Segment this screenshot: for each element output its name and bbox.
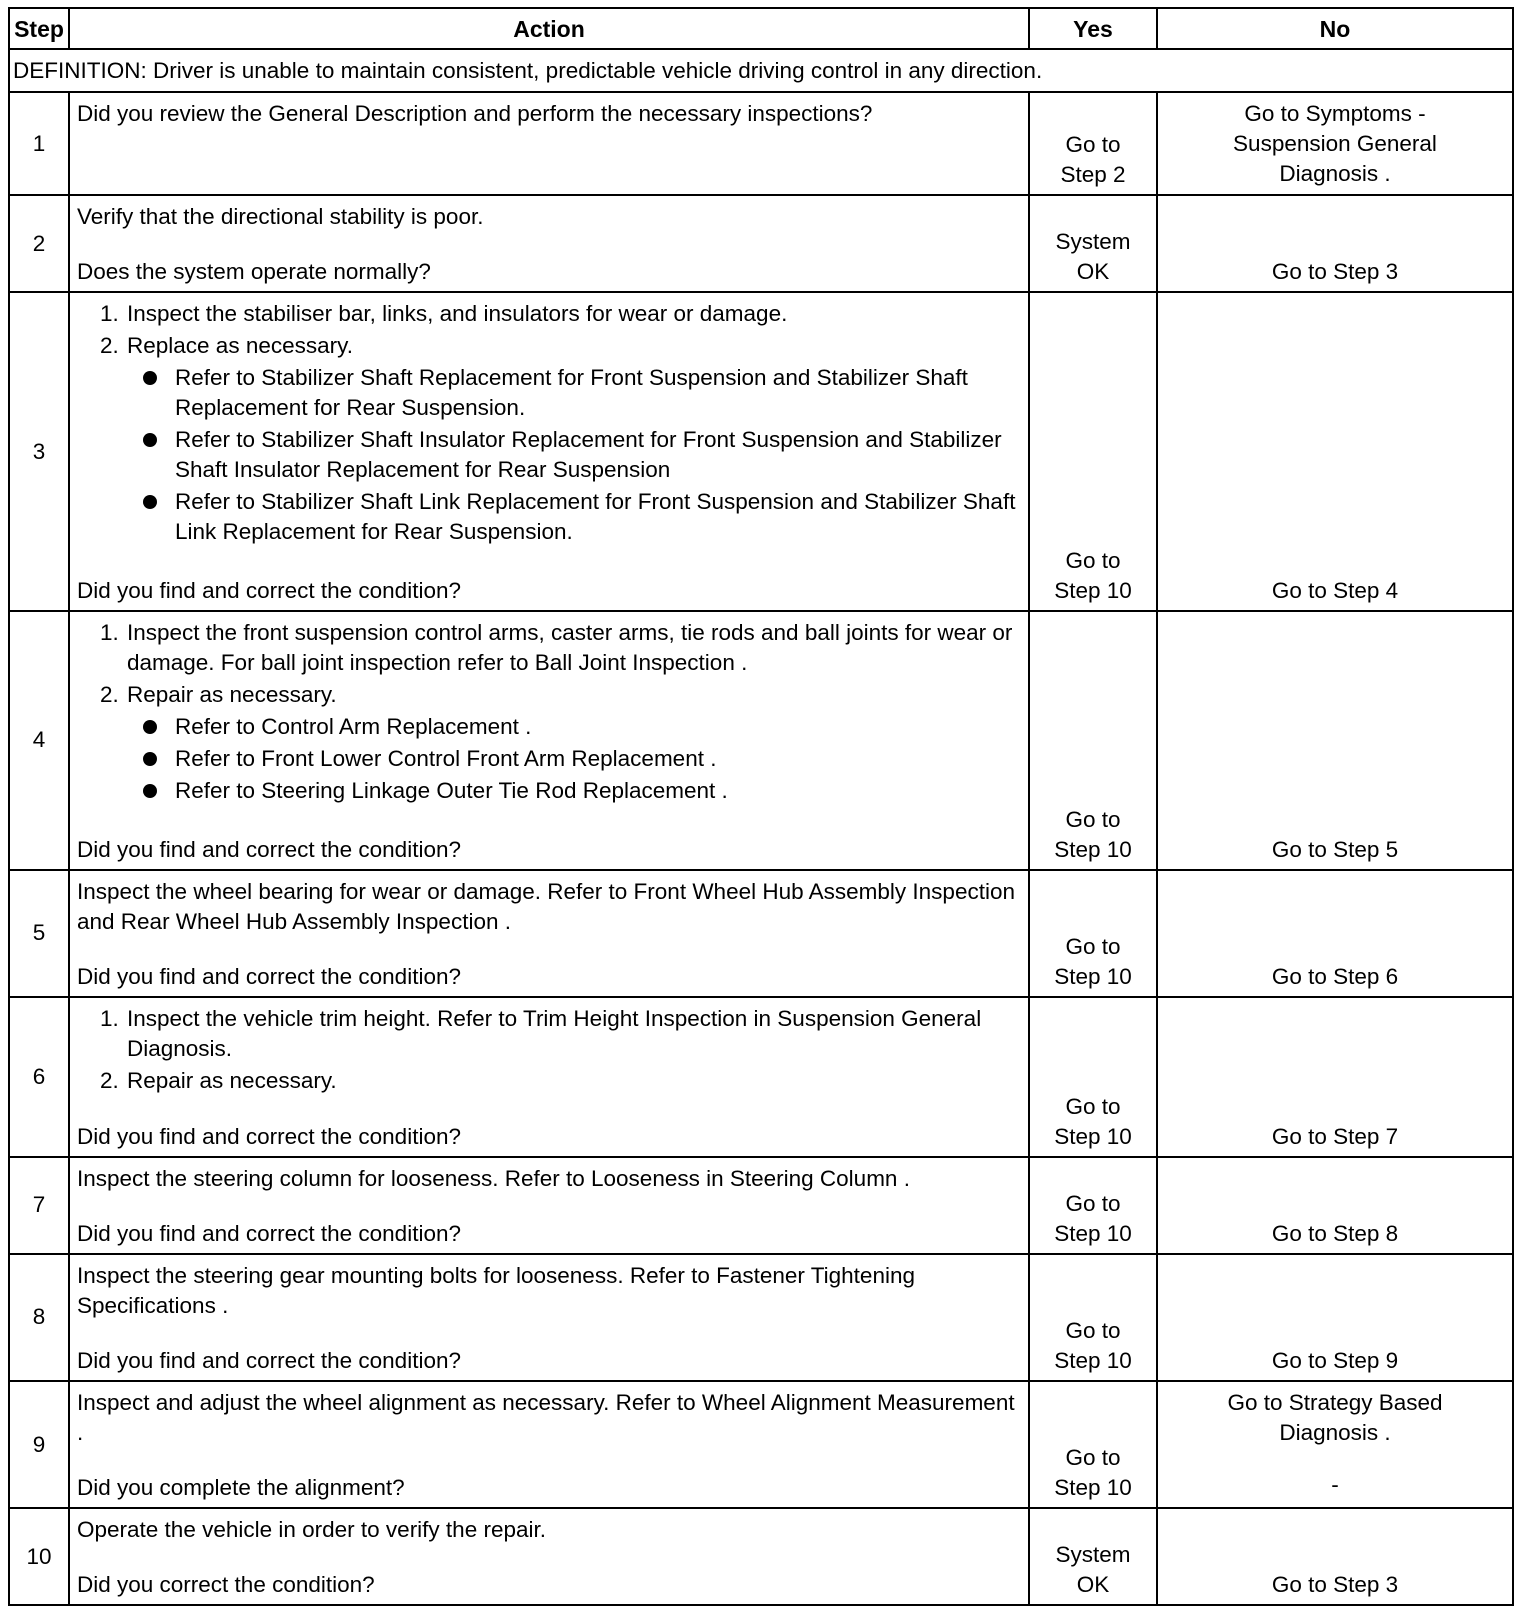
- action-body: [77, 877, 1022, 937]
- table-row: [9, 1508, 1513, 1605]
- step-number: 9: [9, 1381, 69, 1508]
- table-row: [9, 1381, 1513, 1508]
- action-question: Did you find and correct the condition?: [77, 836, 461, 862]
- reference-item: Refer to Stabilizer Shaft Replacement for Front Suspension and Stabilizer Shaft Replacement for Rear Suspension.: [175, 363, 1022, 423]
- action-intro: Did you review the General Description and perform the necessary inspections?: [77, 101, 873, 127]
- table-row: [9, 195, 1513, 293]
- yes-cell: [1029, 997, 1157, 1157]
- no-result: Go to Step 9: [1271, 1348, 1399, 1374]
- header-yes: Yes: [1029, 8, 1157, 49]
- no-result: Go to Step 8: [1271, 1220, 1399, 1246]
- yes-cell: [1029, 1157, 1157, 1254]
- no-result: Go to Symptoms - Suspension General Diagnosis .: [1233, 101, 1437, 187]
- step-number: 1: [9, 92, 69, 195]
- step-number: 8: [9, 1254, 69, 1381]
- action-body: [77, 202, 1022, 232]
- header-row: [9, 8, 1513, 49]
- action-cell: [69, 611, 1029, 870]
- action-body: [77, 1388, 1022, 1448]
- action-intro: Inspect the steering gear mounting bolts for looseness. Refer to Fastener Tightening Specifications .: [77, 1262, 915, 1318]
- action-cell: [69, 92, 1029, 195]
- reference-item: Refer to Control Arm Replacement .: [175, 712, 1022, 742]
- yes-cell: [1029, 92, 1157, 195]
- table-row: [9, 292, 1513, 610]
- header-action: Action: [69, 8, 1029, 49]
- action-intro: Inspect and adjust the wheel alignment as necessary. Refer to Wheel Alignment Measurement .: [77, 1390, 1015, 1446]
- step-number: 5: [9, 870, 69, 997]
- yes-cell: [1029, 1381, 1157, 1508]
- action-body: [77, 99, 1022, 129]
- action-question: Does the system operate normally?: [77, 259, 431, 285]
- action-content: [77, 1515, 1022, 1600]
- action-question: Did you find and correct the condition?: [77, 1348, 461, 1374]
- reference-item: Refer to Front Lower Control Front Arm Replacement .: [175, 744, 1022, 774]
- action-body: [77, 1261, 1022, 1321]
- action-step-item: [125, 680, 1022, 806]
- no-result: -: [1331, 1472, 1339, 1498]
- action-cell: [69, 1157, 1029, 1254]
- action-step-text: Inspect the stabiliser bar, links, and insulators for wear or damage.: [127, 301, 788, 327]
- yes-result: Go to Step 2: [1060, 131, 1126, 187]
- action-body: [77, 1515, 1022, 1545]
- action-cell: [69, 292, 1029, 610]
- action-step-text: Repair as necessary.: [127, 681, 337, 707]
- action-content: [77, 1004, 1022, 1152]
- action-cell: [69, 1254, 1029, 1381]
- action-content: [77, 202, 1022, 288]
- no-cell: [1157, 1254, 1513, 1381]
- no-result: Go to Step 4: [1271, 577, 1399, 603]
- table-row: [9, 870, 1513, 997]
- reference-list: [127, 712, 1022, 806]
- table-row: [9, 611, 1513, 870]
- action-step-item: [125, 1066, 1022, 1096]
- no-result: Go to Step 3: [1271, 259, 1399, 285]
- no-result: Go to Step 5: [1271, 836, 1399, 862]
- step-number: 6: [9, 997, 69, 1157]
- action-step-item: [125, 618, 1022, 678]
- no-cell: [1157, 997, 1513, 1157]
- action-intro: Inspect the steering column for looseness. Refer to Looseness in Steering Column .: [77, 1166, 910, 1192]
- definition-text: DEFINITION: Driver is unable to maintain consistent, predictable vehicle driving control in any direction.: [9, 49, 1513, 92]
- action-step-item: [125, 299, 1022, 329]
- yes-result: Go to Step 10: [1054, 806, 1132, 862]
- no-cell: [1157, 195, 1513, 293]
- action-question: Did you find and correct the condition?: [77, 1220, 461, 1246]
- step-number: 10: [9, 1508, 69, 1605]
- action-steps: [77, 299, 1022, 547]
- step-number: 3: [9, 292, 69, 610]
- no-result-group: [1158, 1388, 1512, 1500]
- definition-row: [9, 49, 1513, 92]
- action-step-item: [125, 1004, 1022, 1064]
- yes-result: Go to Step 10: [1054, 547, 1132, 603]
- reference-item: Refer to Stabilizer Shaft Insulator Replacement for Front Suspension and Stabilizer Shaft Insulator Replacement for Rear Suspension: [175, 425, 1022, 485]
- action-step-text: Replace as necessary.: [127, 333, 353, 359]
- action-content: [77, 99, 1022, 190]
- no-cell: [1157, 292, 1513, 610]
- action-content: [77, 877, 1022, 992]
- step-number: 4: [9, 611, 69, 870]
- action-body: [77, 299, 1022, 549]
- table-row: [9, 1254, 1513, 1381]
- action-question: Did you find and correct the condition?: [77, 577, 461, 603]
- reference-list: [127, 363, 1022, 547]
- yes-cell: [1029, 870, 1157, 997]
- action-content: [77, 1164, 1022, 1249]
- table-row: [9, 1157, 1513, 1254]
- yes-result: Go to Step 10: [1054, 933, 1132, 989]
- action-step-text: Repair as necessary.: [127, 1067, 337, 1093]
- action-intro: Operate the vehicle in order to verify the repair.: [77, 1517, 546, 1543]
- no-result: Go to Step 6: [1271, 963, 1399, 989]
- no-cell: [1157, 611, 1513, 870]
- reference-item: Refer to Steering Linkage Outer Tie Rod Replacement .: [175, 776, 1022, 806]
- table-row: [9, 92, 1513, 195]
- action-steps: [77, 618, 1022, 806]
- action-body: [77, 1164, 1022, 1194]
- yes-result: Go to Step 10: [1054, 1318, 1132, 1374]
- yes-cell: [1029, 195, 1157, 293]
- header-no: No: [1157, 8, 1513, 49]
- no-result: Go to Step 3: [1271, 1572, 1399, 1597]
- action-content: [77, 1388, 1022, 1503]
- action-cell: [69, 870, 1029, 997]
- table-row: [9, 997, 1513, 1157]
- no-cell: [1157, 1157, 1513, 1254]
- action-intro: Verify that the directional stability is poor.: [77, 203, 484, 229]
- yes-result: Go to Step 10: [1054, 1445, 1132, 1501]
- header-step: Step: [9, 8, 69, 49]
- action-question: Did you complete the alignment?: [77, 1475, 405, 1501]
- no-result: Go to Step 7: [1271, 1124, 1399, 1150]
- no-cell: [1157, 1508, 1513, 1605]
- step-number: 2: [9, 195, 69, 293]
- yes-cell: [1029, 611, 1157, 870]
- no-cell: [1157, 1381, 1513, 1508]
- action-cell: [69, 1508, 1029, 1605]
- diagnostic-table: [8, 7, 1514, 1606]
- action-question: Did you find and correct the condition?: [77, 1124, 461, 1150]
- no-cell: [1157, 870, 1513, 997]
- yes-cell: [1029, 1508, 1157, 1605]
- action-cell: [69, 997, 1029, 1157]
- yes-cell: [1029, 292, 1157, 610]
- yes-result: System OK: [1055, 229, 1131, 285]
- action-body: [77, 618, 1022, 808]
- step-number: 7: [9, 1157, 69, 1254]
- action-question: Did you find and correct the condition?: [77, 963, 461, 989]
- action-step-item: [125, 331, 1022, 547]
- action-body: [77, 1004, 1022, 1098]
- action-question: Did you correct the condition?: [77, 1572, 375, 1597]
- yes-result: System OK: [1055, 1542, 1131, 1597]
- action-steps: [77, 1004, 1022, 1096]
- yes-result: Go to Step 10: [1054, 1094, 1132, 1150]
- action-step-text: Inspect the vehicle trim height. Refer to Trim Height Inspection in Suspension General Diagnosis.: [127, 1005, 982, 1061]
- action-content: [77, 618, 1022, 865]
- action-intro: Inspect the wheel bearing for wear or damage. Refer to Front Wheel Hub Assembly Inspection and Rear Wheel Hub Assembly Inspection .: [77, 878, 1015, 934]
- action-cell: [69, 1381, 1029, 1508]
- action-content: [77, 1261, 1022, 1376]
- yes-cell: [1029, 1254, 1157, 1381]
- no-result-primary: Go to Strategy Based Diagnosis .: [1227, 1390, 1443, 1446]
- yes-result: Go to Step 10: [1054, 1190, 1132, 1246]
- action-content: [77, 299, 1022, 605]
- action-step-text: Inspect the front suspension control arms, caster arms, tie rods and ball joints for wear or damage. For ball joint inspection refer to Ball Joint Inspection .: [127, 619, 1013, 675]
- no-cell: [1157, 92, 1513, 195]
- reference-item: Refer to Stabilizer Shaft Link Replacement for Front Suspension and Stabilizer Shaft Link Replacement for Rear Suspension.: [175, 487, 1022, 547]
- action-cell: [69, 195, 1029, 293]
